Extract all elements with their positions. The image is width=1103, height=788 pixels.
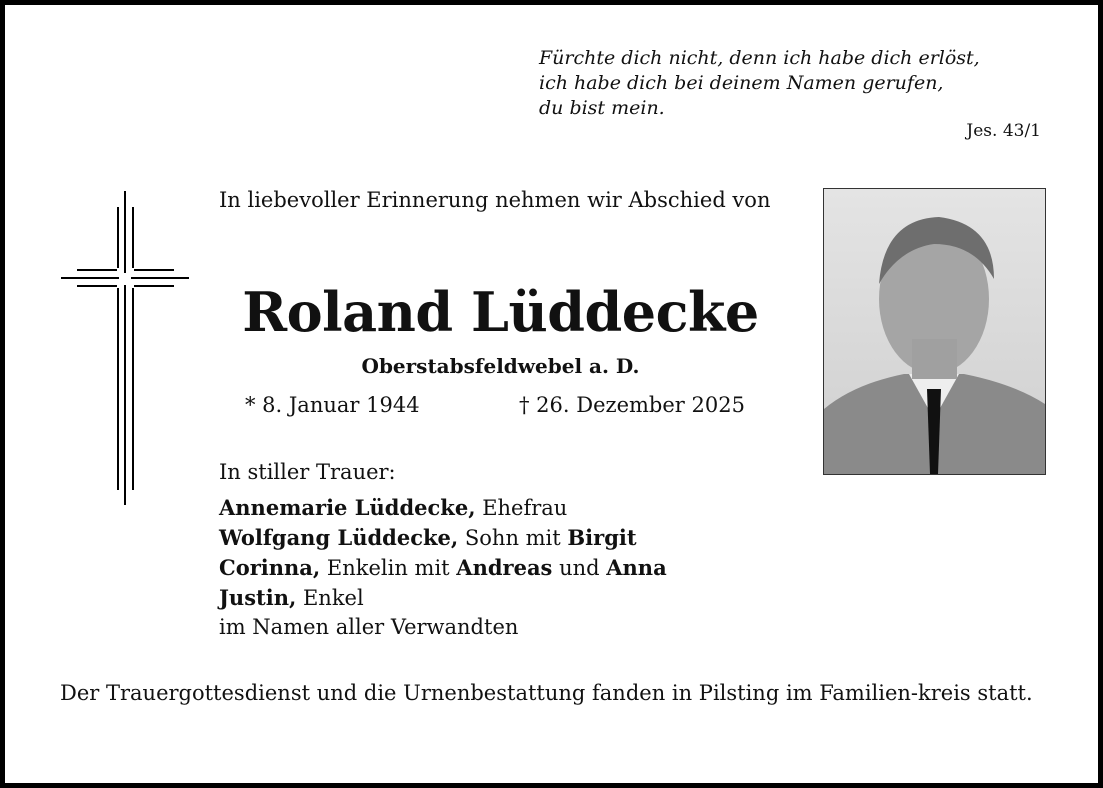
member-relation: Sohn mit: [458, 526, 568, 550]
intro-text: In liebevoller Erinnerung nehmen wir Abschied von: [219, 188, 771, 212]
family-member: [219, 553, 667, 583]
birth-date: * 8. Januar 1944: [245, 393, 420, 417]
portrait-silhouette: [824, 189, 1045, 474]
portrait-photo: [823, 188, 1046, 475]
verse-line: Fürchte dich nicht, denn ich habe dich erlöst,: [539, 47, 980, 69]
verse-reference: Jes. 43/1: [966, 121, 1041, 141]
deceased-name: Roland Lüddecke: [242, 280, 759, 344]
family-member: [219, 493, 667, 523]
verse-line: ich habe dich bei deinem Namen gerufen,: [539, 72, 944, 94]
family-list: [219, 493, 667, 642]
member-name: Wolfgang Lüddecke,: [219, 525, 459, 550]
deceased-rank: Oberstabsfeldwebel a. D.: [361, 354, 640, 378]
cross-icon: [0, 0, 220, 520]
member-relation: und: [552, 556, 607, 580]
footer-notice: Der Trauergottesdienst und die Urnenbestattung fanden in Pilsting im Familien-kreis statt.: [60, 681, 1033, 705]
member-relation: Enkelin mit: [320, 556, 457, 580]
member-name: Justin,: [219, 585, 297, 610]
death-date: † 26. Dezember 2025: [519, 393, 745, 417]
member-relation: Enkel: [296, 586, 364, 610]
family-member: [219, 583, 667, 613]
member-relation: Ehefrau: [475, 496, 568, 520]
member-name: Corinna,: [219, 555, 321, 580]
member-name: Birgit: [567, 525, 637, 550]
member-name: Anna: [606, 555, 667, 580]
family-member: [219, 523, 667, 553]
member-name: Andreas: [456, 555, 553, 580]
verse-line: du bist mein.: [539, 97, 665, 119]
relatives-line: im Namen aller Verwandten: [219, 615, 519, 639]
mourning-label: In stiller Trauer:: [219, 460, 396, 484]
member-name: Annemarie Lüddecke,: [219, 495, 476, 520]
bible-verse: [539, 46, 1059, 121]
